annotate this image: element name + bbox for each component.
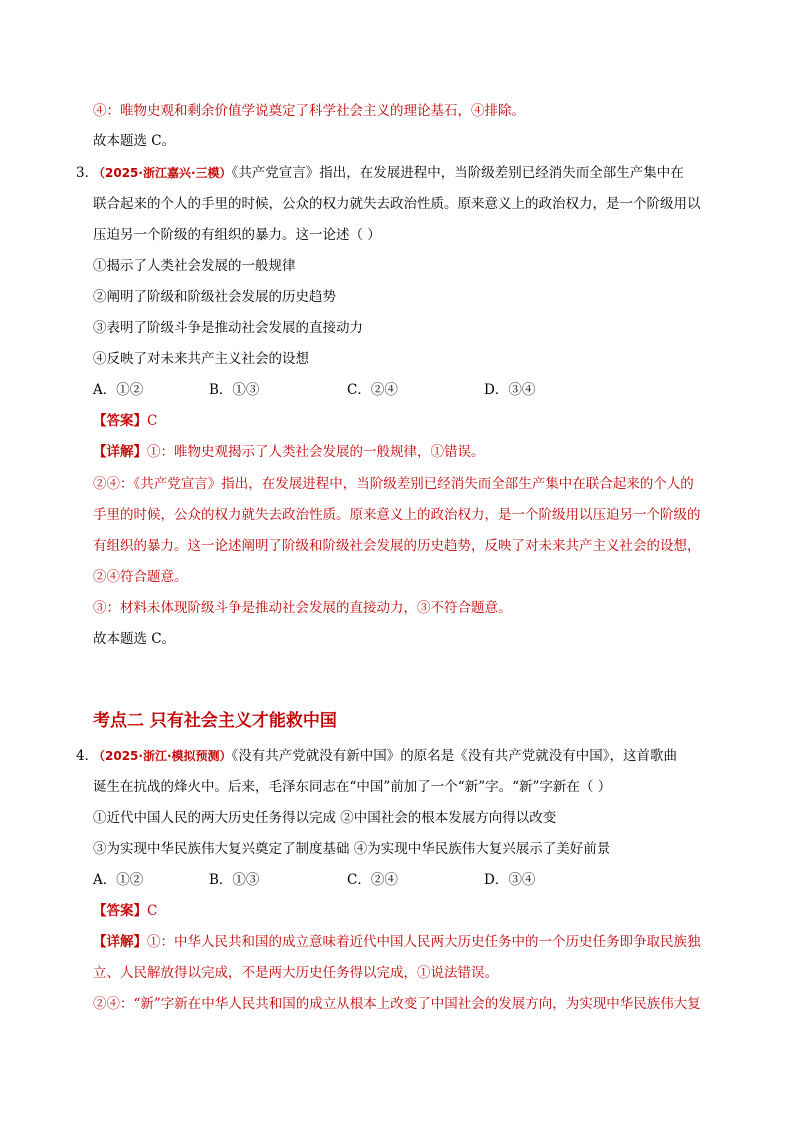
question-3-detail-line-1 bbox=[93, 442, 485, 462]
question-3-source: （2025·浙江嘉兴·三模） bbox=[93, 166, 232, 180]
question-4-option-d: D．③④ bbox=[484, 872, 536, 888]
question-4-detail-line-2: 立、人民解放得以完成，不是两大历史任务得以完成，①说法错误。 bbox=[93, 965, 498, 981]
question-3-conclusion: 故本题选 C。 bbox=[93, 631, 176, 647]
question-3-stem-line-2: 联合起来的个人的手里的时候，公众的权力就失去政治性质。原来意义上的政治权力，是一个阶级用以 bbox=[93, 196, 701, 212]
question-3-item-2: ②阐明了阶级和阶级社会发展的历史趋势 bbox=[93, 289, 336, 305]
question-4-stem-line-2: 诞生在抗战的烽火中。后来，毛泽东同志在“中国”前加了一个“新”字。“新”字新在（ ） bbox=[93, 779, 612, 795]
question-4-source: （2025·浙江·模拟预测） bbox=[93, 749, 232, 763]
question-3-option-b: B．①③ bbox=[209, 382, 260, 398]
question-3-option-d: D．③④ bbox=[484, 382, 536, 398]
answer-tag: 【答案】 bbox=[93, 903, 147, 919]
detail-text: ①：中华人民共和国的成立意味着近代中国人民两大历史任务中的一个历史任务即争取民族独 bbox=[147, 934, 701, 950]
question-3-detail-line-5: ②④符合题意。 bbox=[93, 569, 188, 585]
question-3-detail-line-2: ②④：《共产党宣言》指出，在发展进程中，当阶级差别已经消失而全部生产集中在联合起来的个人的 bbox=[93, 476, 694, 492]
answer-value: C bbox=[147, 903, 158, 919]
question-4-stem-text: 《没有共产党就没有新中国》的原名是《没有共产党就没有中国》，这首歌曲 bbox=[231, 748, 678, 764]
question-3-number: 3． bbox=[76, 165, 99, 181]
question-3-stem-text: 《共产党宣言》指出，在发展进程中，当阶级差别已经消失而全部生产集中在 bbox=[231, 165, 684, 181]
section-heading: 考点二 只有社会主义才能救中国 bbox=[93, 711, 337, 731]
answer-tag: 【答案】 bbox=[93, 413, 147, 429]
question-3-option-a: A．①② bbox=[93, 382, 144, 398]
question-3-stem-line-1 bbox=[93, 163, 684, 183]
question-4-detail-line-3: ②④：“新”字新在中华人民共和国的成立从根本上改变了中国社会的发展方向，为实现中华民族伟大复 bbox=[93, 996, 701, 1012]
question-4-stem-line-1 bbox=[93, 746, 677, 766]
detail-text: ①：唯物史观揭示了人类社会发展的一般规律，①错误。 bbox=[147, 444, 485, 460]
question-4-answer bbox=[93, 901, 157, 921]
question-3-option-c: C．②④ bbox=[347, 382, 398, 398]
question-4-number: 4． bbox=[76, 748, 99, 764]
question-4-items-1-2: ①近代中国人民的两大历史任务得以完成 ②中国社会的根本发展方向得以改变 bbox=[93, 810, 557, 826]
question-3-item-1: ①揭示了人类社会发展的一般规律 bbox=[93, 258, 296, 274]
detail-tag: 【详解】 bbox=[93, 444, 147, 460]
question-3-item-4: ④反映了对未来共产主义社会的设想 bbox=[93, 351, 309, 367]
detail-tag: 【详解】 bbox=[93, 934, 147, 950]
prev-conclusion: 故本题选 C。 bbox=[93, 133, 176, 149]
question-4-option-c: C．②④ bbox=[347, 872, 398, 888]
question-3-stem-line-3: 压迫另一个阶级的有组织的暴力。这一论述（ ） bbox=[93, 227, 381, 243]
question-4-items-3-4: ③为实现中华民族伟大复兴奠定了制度基础 ④为实现中华民族伟大复兴展示了美好前景 bbox=[93, 841, 611, 857]
question-3-detail-line-3: 手里的时候，公众的权力就失去政治性质。原来意义上的政治权力，是一个阶级用以压迫另一个阶级的 bbox=[93, 507, 701, 523]
question-4-option-a: A．①② bbox=[93, 872, 144, 888]
answer-value: C bbox=[147, 413, 158, 429]
question-3-item-3: ③表明了阶级斗争是推动社会发展的直接动力 bbox=[93, 320, 363, 336]
question-4-detail-line-1 bbox=[93, 932, 701, 952]
question-3-detail-line-4: 有组织的暴力。这一论述阐明了阶级和阶级社会发展的历史趋势，反映了对未来共产主义社会的设想， bbox=[93, 538, 701, 554]
prev-detail-line: ④：唯物史观和剩余价值学说奠定了科学社会主义的理论基石，④排除。 bbox=[93, 103, 525, 119]
question-3-answer bbox=[93, 411, 157, 431]
question-4-option-b: B．①③ bbox=[209, 872, 260, 888]
question-3-detail-line-6: ③：材料未体现阶级斗争是推动社会发展的直接动力，③不符合题意。 bbox=[93, 600, 512, 616]
